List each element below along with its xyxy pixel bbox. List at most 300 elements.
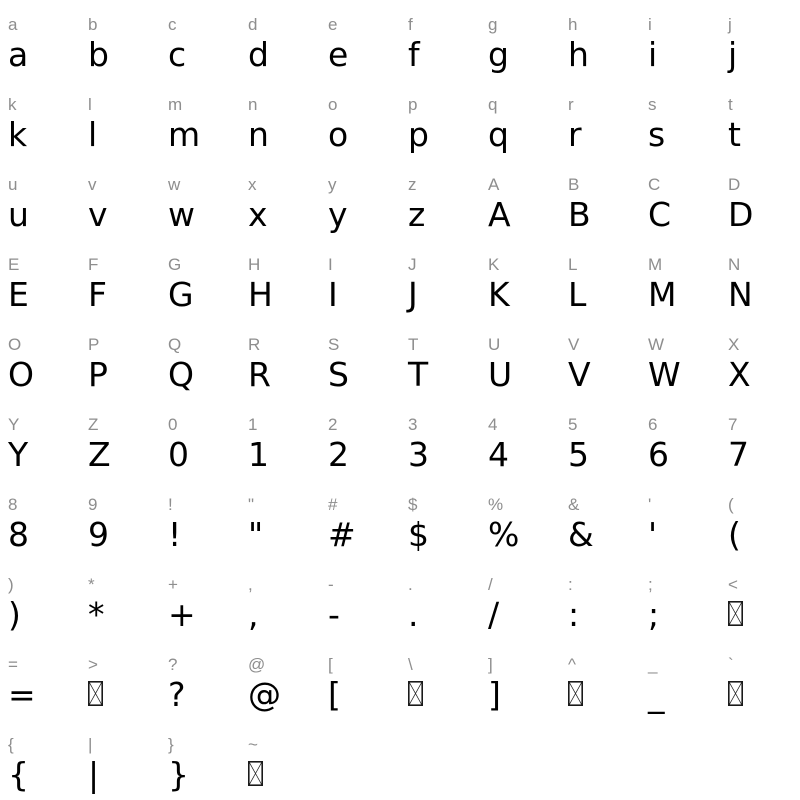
glyph-cell[interactable] [88, 248, 168, 328]
glyph-cell[interactable] [248, 408, 328, 488]
char-glyph-area [408, 275, 488, 315]
char-label: b [88, 15, 98, 34]
glyph-cell[interactable] [648, 648, 728, 728]
glyph-cell[interactable] [488, 648, 568, 728]
char-glyph-area [88, 675, 168, 715]
char-label: M [648, 255, 663, 274]
glyph-cell[interactable] [648, 88, 728, 168]
glyph-cell[interactable] [88, 728, 168, 800]
char-glyph-area [728, 515, 800, 555]
char-glyph-area [488, 515, 568, 555]
char-glyph-area [568, 195, 648, 235]
char-glyph: E [8, 275, 29, 314]
glyph-cell[interactable] [168, 648, 248, 728]
char-glyph: | [88, 755, 100, 794]
glyph-cell[interactable] [568, 168, 648, 248]
glyph-cell[interactable] [488, 88, 568, 168]
char-glyph: p [408, 115, 429, 154]
char-glyph: 9 [88, 515, 109, 554]
char-glyph: l [88, 115, 98, 154]
char-glyph: - [328, 595, 340, 634]
char-label: 4 [488, 415, 498, 434]
char-glyph-area [648, 355, 728, 395]
char-glyph-area [248, 115, 328, 155]
glyph-cell[interactable] [8, 88, 88, 168]
char-label: e [328, 15, 338, 34]
char-glyph: ] [488, 675, 501, 714]
char-label: U [488, 335, 501, 354]
char-glyph-area [88, 35, 168, 75]
char-glyph-area [168, 355, 248, 395]
char-glyph: B [568, 195, 591, 234]
char-glyph-area [8, 595, 88, 635]
char-glyph: A [488, 195, 511, 234]
char-label: I [328, 255, 333, 274]
char-label: / [488, 575, 493, 594]
char-label: + [168, 575, 178, 594]
char-label: u [8, 175, 18, 194]
char-label: 1 [248, 415, 258, 434]
char-glyph-area [488, 435, 568, 475]
char-label: V [568, 335, 580, 354]
char-glyph: v [88, 195, 108, 234]
char-glyph-area [88, 275, 168, 315]
missing-glyph-icon [88, 681, 103, 706]
char-glyph-area [728, 675, 800, 715]
char-glyph-area [8, 195, 88, 235]
glyph-cell[interactable] [248, 568, 328, 648]
glyph-cell[interactable] [328, 88, 408, 168]
glyph-cell[interactable] [8, 648, 88, 728]
char-label: 3 [408, 415, 418, 434]
char-label: _ [648, 655, 658, 674]
char-glyph: * [88, 595, 105, 634]
char-glyph: n [248, 115, 269, 154]
char-glyph: # [328, 515, 356, 554]
glyph-cell[interactable] [168, 248, 248, 328]
char-label: S [328, 335, 340, 354]
glyph-cell[interactable] [248, 488, 328, 568]
glyph-cell[interactable] [328, 248, 408, 328]
char-glyph-area [728, 355, 800, 395]
char-label: % [488, 495, 504, 514]
char-glyph-area [248, 755, 328, 795]
char-glyph-area [328, 435, 408, 475]
char-label: i [648, 15, 652, 34]
glyph-cell[interactable] [408, 568, 488, 648]
glyph-cell[interactable] [168, 568, 248, 648]
char-glyph-area [408, 355, 488, 395]
char-glyph: P [88, 355, 108, 394]
glyph-cell[interactable] [648, 408, 728, 488]
glyph-cell[interactable] [8, 328, 88, 408]
char-label: z [408, 175, 417, 194]
char-label: y [328, 175, 337, 194]
char-glyph: S [328, 355, 349, 394]
glyph-cell[interactable] [728, 8, 800, 88]
char-glyph-area [328, 275, 408, 315]
char-glyph: W [648, 355, 681, 394]
glyph-cell[interactable] [248, 728, 328, 800]
char-label: ! [168, 495, 173, 514]
char-label: : [568, 575, 573, 594]
char-label: | [88, 735, 93, 754]
char-label: E [8, 255, 20, 274]
char-glyph-area [248, 515, 328, 555]
glyph-cell[interactable] [248, 8, 328, 88]
char-glyph-area [328, 355, 408, 395]
char-glyph: U [488, 355, 513, 394]
glyph-cell[interactable] [88, 488, 168, 568]
char-label: ] [488, 655, 493, 674]
char-glyph: ( [728, 515, 741, 554]
char-label: 5 [568, 415, 578, 434]
char-glyph: i [648, 35, 658, 74]
glyph-cell[interactable] [8, 248, 88, 328]
glyph-cell[interactable] [728, 88, 800, 168]
glyph-cell[interactable] [408, 648, 488, 728]
char-glyph: e [328, 35, 349, 74]
glyph-cell[interactable] [168, 408, 248, 488]
char-glyph-area [88, 355, 168, 395]
char-glyph-area [168, 675, 248, 715]
char-label: " [248, 495, 255, 514]
char-glyph-area [488, 675, 568, 715]
char-glyph-area [168, 755, 248, 795]
char-glyph: w [168, 195, 195, 234]
char-glyph: u [8, 195, 29, 234]
char-glyph-area [408, 595, 488, 635]
char-label: > [88, 655, 98, 674]
glyph-cell[interactable] [88, 408, 168, 488]
glyph-cell[interactable] [8, 568, 88, 648]
glyph-cell[interactable] [8, 168, 88, 248]
char-label: ' [648, 495, 652, 514]
char-label: & [568, 495, 580, 514]
glyph-cell[interactable] [648, 488, 728, 568]
char-label: - [328, 575, 334, 594]
glyph-cell[interactable] [568, 408, 648, 488]
glyph-cell[interactable] [648, 328, 728, 408]
glyph-cell[interactable] [568, 8, 648, 88]
glyph-cell[interactable] [408, 488, 488, 568]
char-label: ( [728, 495, 734, 514]
char-glyph-area [488, 355, 568, 395]
char-label: W [648, 335, 665, 354]
glyph-cell[interactable] [728, 168, 800, 248]
glyph-cell[interactable] [328, 648, 408, 728]
char-label: n [248, 95, 258, 114]
missing-glyph-icon [728, 601, 743, 626]
char-label: 9 [88, 495, 98, 514]
glyph-cell[interactable] [248, 168, 328, 248]
glyph-cell[interactable] [168, 8, 248, 88]
char-glyph: ' [648, 515, 658, 554]
glyph-cell[interactable] [328, 408, 408, 488]
glyph-cell[interactable] [568, 248, 648, 328]
char-glyph-area [728, 35, 800, 75]
glyph-cell[interactable] [88, 88, 168, 168]
char-glyph-area [408, 515, 488, 555]
glyph-cell[interactable] [328, 168, 408, 248]
char-glyph: F [88, 275, 107, 314]
char-label: X [728, 335, 740, 354]
glyph-cell[interactable] [568, 488, 648, 568]
char-glyph-area [488, 195, 568, 235]
char-glyph: = [8, 675, 36, 714]
char-glyph: O [8, 355, 34, 394]
char-glyph: h [568, 35, 589, 74]
char-glyph-area [168, 515, 248, 555]
char-glyph: 6 [648, 435, 669, 474]
char-glyph-area [248, 355, 328, 395]
char-glyph-area [88, 435, 168, 475]
glyph-cell[interactable] [8, 728, 88, 800]
char-glyph: g [488, 35, 509, 74]
char-glyph: z [408, 195, 426, 234]
glyph-cell[interactable] [8, 488, 88, 568]
char-label: \ [408, 655, 413, 674]
char-label: k [8, 95, 17, 114]
glyph-cell[interactable] [168, 88, 248, 168]
glyph-cell[interactable] [488, 568, 568, 648]
char-glyph-area [328, 115, 408, 155]
char-glyph-area [8, 675, 88, 715]
missing-glyph-icon [568, 681, 583, 706]
char-glyph-area [88, 115, 168, 155]
char-glyph-area [8, 35, 88, 75]
char-label: { [8, 735, 14, 754]
char-label: l [88, 95, 92, 114]
glyph-cell[interactable] [728, 488, 800, 568]
char-glyph: Q [168, 355, 194, 394]
char-label: } [168, 735, 174, 754]
char-label: ` [728, 655, 734, 674]
char-label: a [8, 15, 18, 34]
glyph-cell[interactable] [488, 248, 568, 328]
char-glyph-area [248, 435, 328, 475]
char-label: H [248, 255, 261, 274]
char-label: p [408, 95, 418, 114]
char-glyph: + [168, 595, 196, 634]
char-label: x [248, 175, 257, 194]
char-label: R [248, 335, 261, 354]
glyph-cell[interactable] [408, 168, 488, 248]
char-glyph-area [568, 275, 648, 315]
glyph-cell[interactable] [328, 488, 408, 568]
char-glyph-area [568, 515, 648, 555]
char-glyph: D [728, 195, 754, 234]
char-glyph-area [168, 435, 248, 475]
glyph-cell[interactable] [568, 88, 648, 168]
char-glyph-area [728, 275, 800, 315]
glyph-cell[interactable] [728, 648, 800, 728]
glyph-cell[interactable] [248, 648, 328, 728]
char-label: ) [8, 575, 14, 594]
glyph-cell[interactable] [648, 248, 728, 328]
char-glyph: ; [648, 595, 660, 634]
char-glyph: y [328, 195, 348, 234]
char-glyph: 5 [568, 435, 589, 474]
char-label: d [248, 15, 258, 34]
glyph-cell[interactable] [8, 408, 88, 488]
char-glyph-area [648, 515, 728, 555]
char-label: 2 [328, 415, 338, 434]
char-glyph-area [408, 435, 488, 475]
char-glyph-area [328, 675, 408, 715]
char-label: ~ [248, 735, 258, 754]
char-glyph-area [648, 275, 728, 315]
char-glyph-area [328, 35, 408, 75]
char-glyph: K [488, 275, 510, 314]
char-glyph-area [248, 675, 328, 715]
char-glyph-area [88, 515, 168, 555]
char-glyph: c [168, 35, 187, 74]
char-glyph: G [168, 275, 194, 314]
glyph-cell[interactable] [328, 328, 408, 408]
char-glyph-area [568, 675, 648, 715]
glyph-cell[interactable] [88, 328, 168, 408]
char-glyph: . [408, 595, 419, 634]
char-label: A [488, 175, 500, 194]
char-label: c [168, 15, 177, 34]
glyph-cell[interactable] [648, 168, 728, 248]
char-label: B [568, 175, 580, 194]
glyph-cell[interactable] [728, 408, 800, 488]
char-glyph: x [248, 195, 268, 234]
char-label: v [88, 175, 97, 194]
glyph-cell[interactable] [568, 568, 648, 648]
char-label: ; [648, 575, 653, 594]
char-label: C [648, 175, 661, 194]
char-glyph: b [88, 35, 109, 74]
char-glyph-area [88, 595, 168, 635]
glyph-cell[interactable] [408, 408, 488, 488]
char-label: m [168, 95, 183, 114]
char-label: N [728, 255, 741, 274]
char-glyph: N [728, 275, 753, 314]
char-label: t [728, 95, 733, 114]
glyph-cell[interactable] [488, 168, 568, 248]
glyph-cell[interactable] [8, 8, 88, 88]
glyph-cell[interactable] [88, 648, 168, 728]
glyph-cell[interactable] [248, 88, 328, 168]
char-label: O [8, 335, 22, 354]
char-label: 8 [8, 495, 18, 514]
glyph-cell[interactable] [488, 8, 568, 88]
char-glyph-area [488, 275, 568, 315]
glyph-cell[interactable] [408, 248, 488, 328]
char-glyph: 7 [728, 435, 749, 474]
char-label: L [568, 255, 578, 274]
glyph-cell[interactable] [168, 488, 248, 568]
char-label: $ [408, 495, 418, 514]
missing-glyph-icon [408, 681, 423, 706]
char-glyph: t [728, 115, 741, 154]
char-glyph-area [408, 195, 488, 235]
glyph-cell[interactable] [328, 8, 408, 88]
char-glyph: $ [408, 515, 429, 554]
char-label: T [408, 335, 419, 354]
char-label: . [408, 575, 413, 594]
char-glyph-area [728, 195, 800, 235]
glyph-cell[interactable] [408, 328, 488, 408]
char-glyph-area [648, 675, 728, 715]
char-glyph-area [88, 755, 168, 795]
glyph-cell[interactable] [328, 568, 408, 648]
char-glyph: 1 [248, 435, 269, 474]
glyph-cell[interactable] [168, 328, 248, 408]
char-glyph: T [408, 355, 429, 394]
char-label: Q [168, 335, 182, 354]
char-glyph: ! [168, 515, 182, 554]
char-glyph-area [648, 435, 728, 475]
char-glyph-area [328, 595, 408, 635]
glyph-cell[interactable] [648, 8, 728, 88]
char-label: Y [8, 415, 20, 434]
glyph-cell[interactable] [88, 168, 168, 248]
glyph-cell[interactable] [88, 8, 168, 88]
char-glyph: @ [248, 675, 281, 714]
char-glyph: , [248, 595, 259, 634]
char-label: * [88, 575, 95, 594]
char-glyph: / [488, 595, 500, 634]
char-glyph: a [8, 35, 29, 74]
char-glyph: Z [88, 435, 111, 474]
char-glyph-area [8, 755, 88, 795]
glyph-cell[interactable] [728, 568, 800, 648]
char-glyph: C [648, 195, 672, 234]
char-glyph: { [8, 755, 29, 794]
glyph-cell[interactable] [488, 488, 568, 568]
char-glyph-area [328, 515, 408, 555]
glyph-cell[interactable] [488, 328, 568, 408]
glyph-cell[interactable] [88, 568, 168, 648]
glyph-cell[interactable] [728, 328, 800, 408]
glyph-cell[interactable] [408, 8, 488, 88]
char-label: G [168, 255, 182, 274]
glyph-cell[interactable] [248, 248, 328, 328]
char-label: o [328, 95, 338, 114]
char-glyph: q [488, 115, 509, 154]
char-glyph-area [568, 115, 648, 155]
char-glyph-area [8, 355, 88, 395]
char-glyph: _ [648, 675, 665, 714]
char-glyph-area [648, 595, 728, 635]
char-glyph: R [248, 355, 271, 394]
char-glyph-area [568, 35, 648, 75]
char-glyph: L [568, 275, 587, 314]
char-glyph: } [168, 755, 189, 794]
glyph-cell[interactable] [168, 728, 248, 800]
char-glyph: o [328, 115, 349, 154]
char-glyph-area [168, 195, 248, 235]
glyph-cell[interactable] [568, 648, 648, 728]
char-glyph-area [408, 35, 488, 75]
glyph-cell[interactable] [168, 168, 248, 248]
glyph-cell[interactable] [488, 408, 568, 488]
glyph-cell[interactable] [568, 328, 648, 408]
glyph-cell[interactable] [248, 328, 328, 408]
char-glyph-area [488, 115, 568, 155]
char-label: ^ [568, 655, 576, 674]
char-glyph-area [568, 595, 648, 635]
char-glyph: Y [8, 435, 29, 474]
glyph-cell[interactable] [408, 88, 488, 168]
glyph-cell[interactable] [728, 248, 800, 328]
glyph-cell[interactable] [648, 568, 728, 648]
char-glyph: f [408, 35, 420, 74]
